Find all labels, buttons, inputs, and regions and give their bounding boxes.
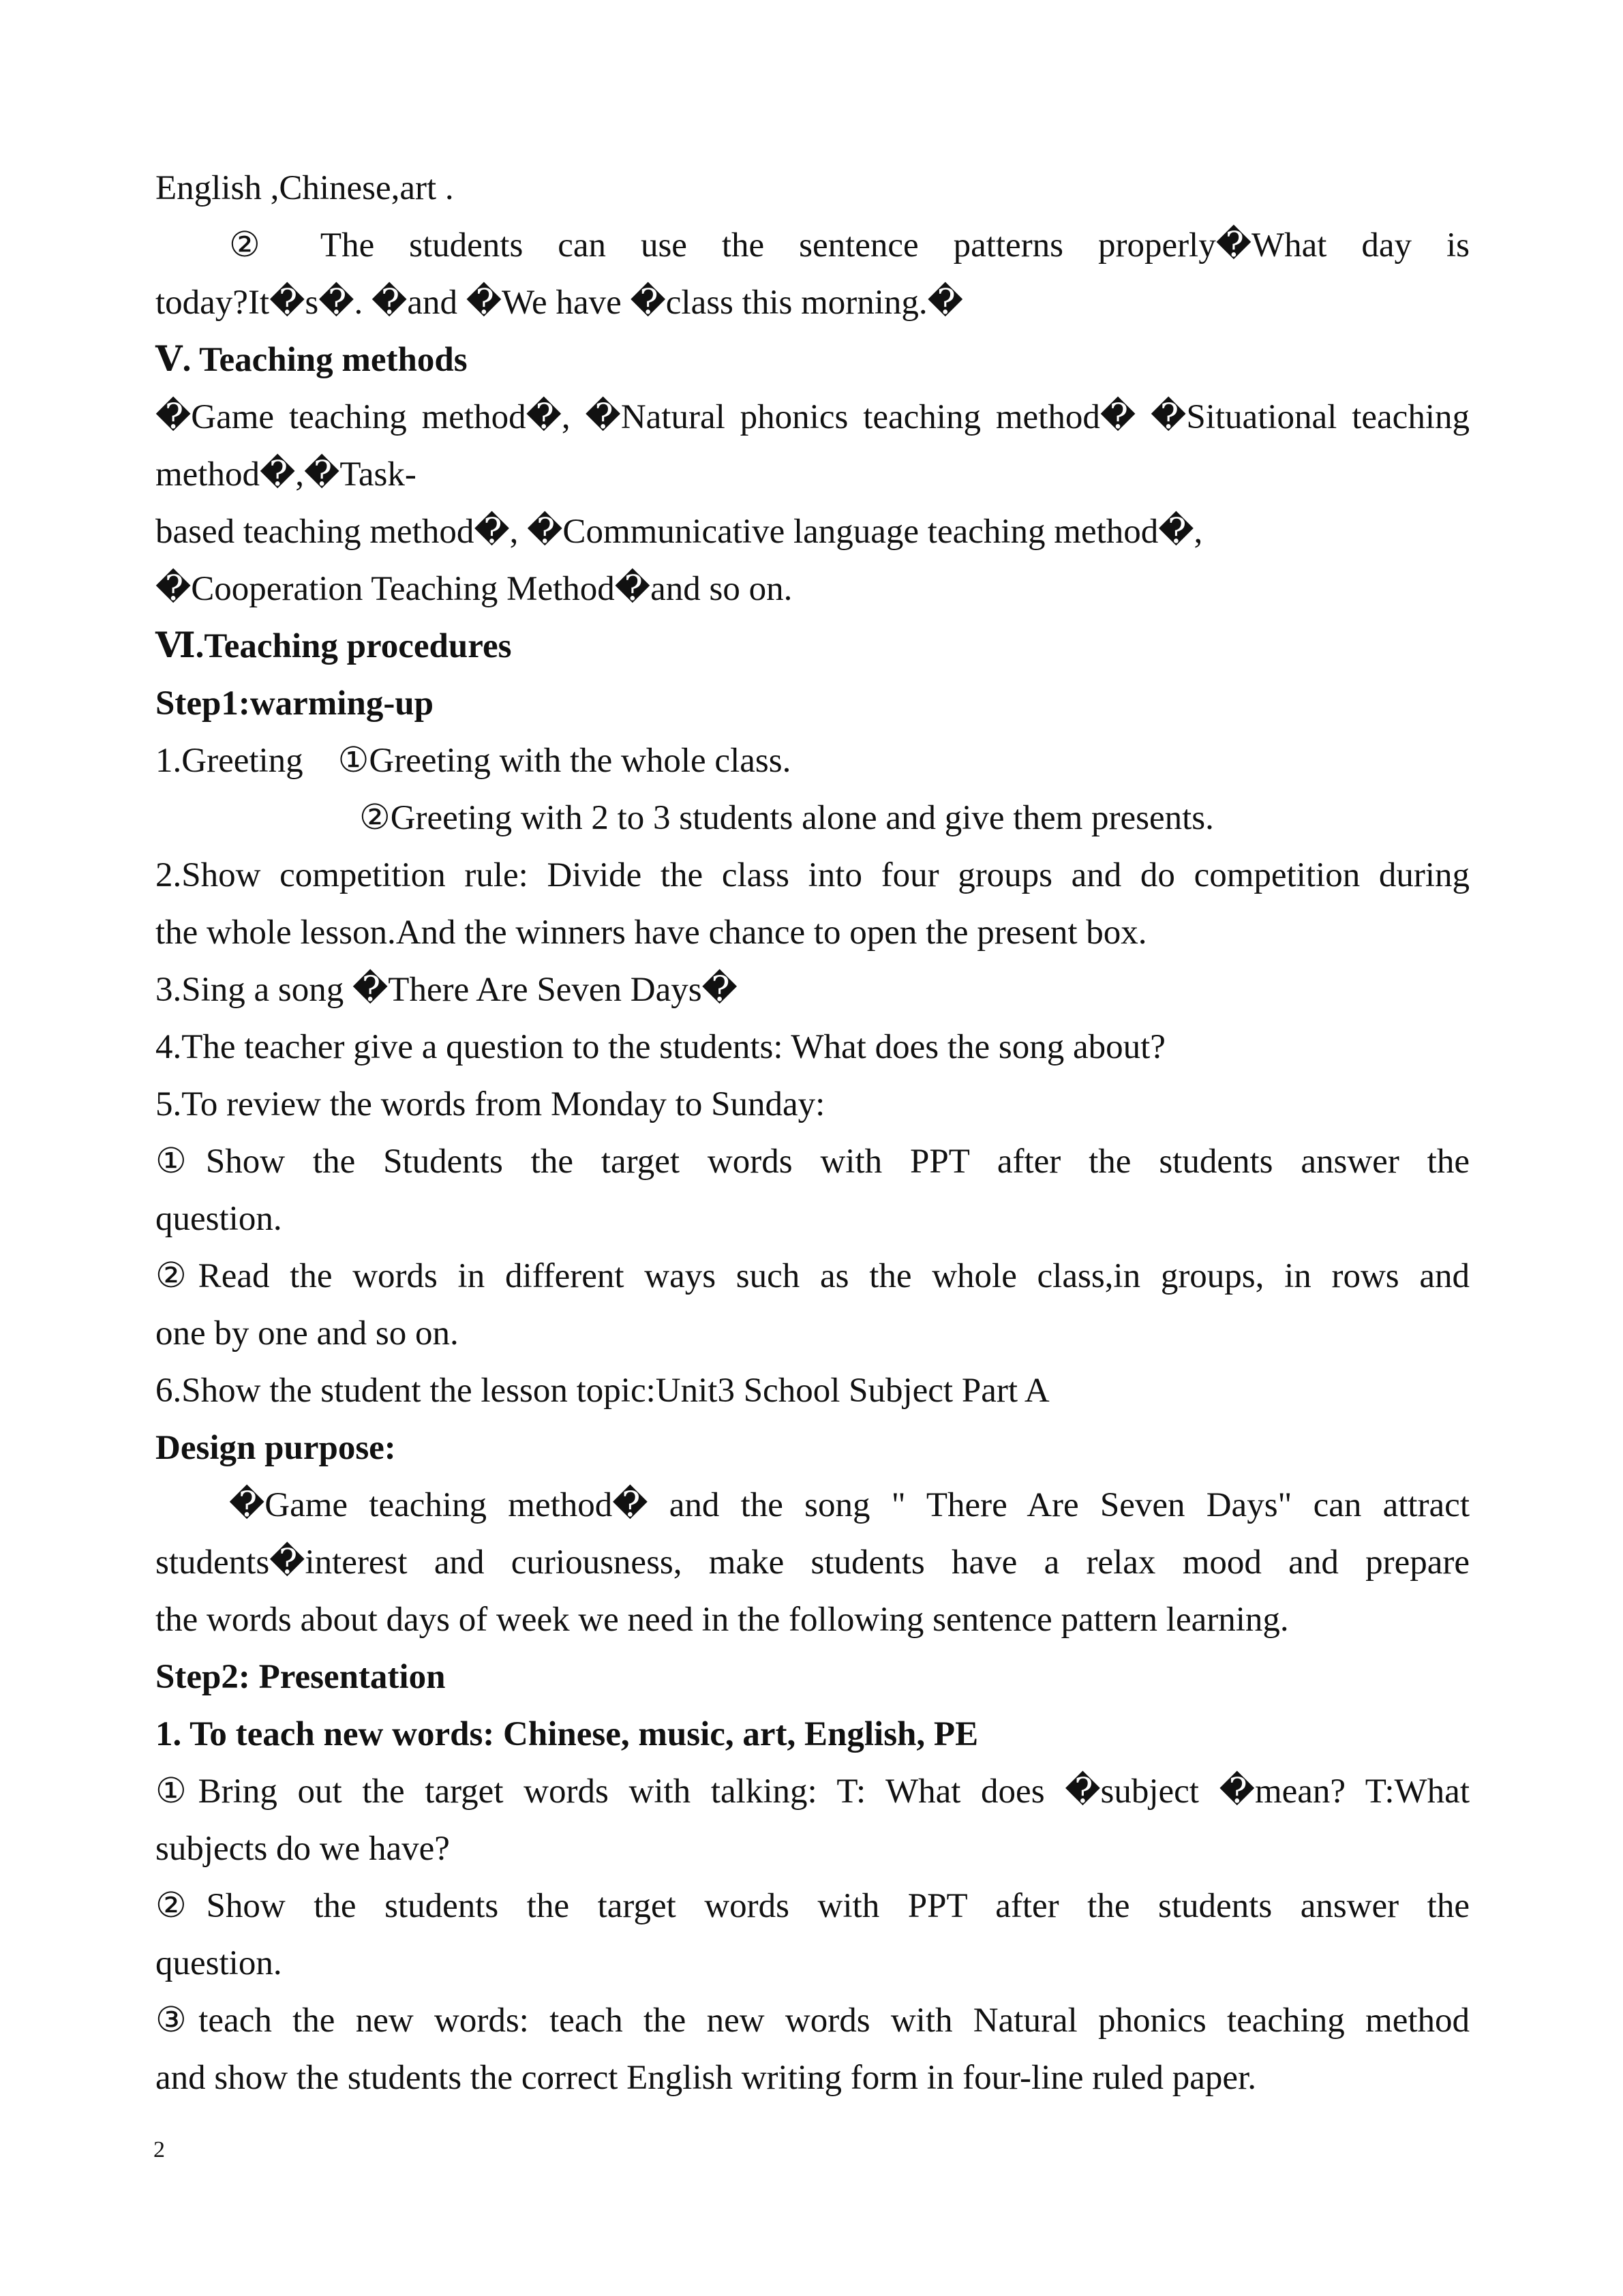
text-line: 2.Show competition rule: Divide the class into four groups and do competition during — [155, 856, 1470, 894]
text-line: question. — [155, 1944, 282, 1982]
text-line: question. — [155, 1200, 282, 1238]
text-line: the words about days of week we need in the following sentence pattern learning. — [155, 1601, 1289, 1639]
text-line: 1.Greeting ①Greeting with the whole class. — [155, 742, 791, 780]
page-number: 2 — [153, 2137, 165, 2162]
subheading-new-words: 1. To teach new words: Chinese, music, art, English, PE — [155, 1715, 979, 1753]
text-line: ①Show the Students the target words with PPT after the students answer the — [155, 1143, 1470, 1181]
text-line: ② The students can use the sentence patterns properly�What day is — [229, 226, 1470, 265]
text-line: �Cooperation Teaching Method�and so on. — [155, 570, 793, 608]
text-line: the whole lesson.And the winners have chance to open the present box. — [155, 913, 1147, 952]
design-purpose-heading: Design purpose: — [155, 1429, 396, 1467]
step-heading-warming-up: Step1:warming-up — [155, 684, 434, 723]
step-heading-presentation: Step2: Presentation — [155, 1658, 446, 1696]
text-line: 4.The teacher give a question to the students: What does the song about? — [155, 1028, 1166, 1066]
text-line: �Game teaching method�, �Natural phonics teaching method� �Situational teaching — [155, 398, 1470, 436]
text-line: ②Show the students the target words with PPT after the students answer the — [155, 1887, 1470, 1925]
text-line: one by one and so on. — [155, 1314, 459, 1353]
text-line: based teaching method�, �Communicative language teaching method�, — [155, 513, 1203, 551]
text-line: subjects do we have? — [155, 1830, 450, 1868]
text-line: English ,Chinese,art . — [155, 169, 454, 207]
text-line: today?It�s�. �and �We have �class this morning.� — [155, 284, 963, 322]
text-line: students�interest and curiousness, make students have a relax mood and prepare — [155, 1543, 1470, 1582]
text-line: method�,�Task- — [155, 455, 416, 494]
page-body — [155, 160, 1470, 2106]
text-line: �Game teaching method� and the song " There Are Seven Days" can attract — [229, 1486, 1470, 1524]
text-line: 6.Show the student the lesson topic:Unit3 School Subject Part A — [155, 1372, 1050, 1410]
text-line: ②Read the words in different ways such as the whole class,in groups, in rows and — [155, 1257, 1470, 1295]
section-heading-teaching-methods: Ⅴ. Teaching methods — [155, 341, 468, 379]
text-line: ②Greeting with 2 to 3 students alone and give them presents. — [359, 799, 1214, 837]
section-heading-teaching-procedures: Ⅵ.Teaching procedures — [155, 627, 512, 665]
text-line: ③teach the new words: teach the new words with Natural phonics teaching method — [155, 2002, 1470, 2040]
text-line: and show the students the correct English writing form in four-line ruled paper. — [155, 2059, 1256, 2097]
text-line: 3.Sing a song �There Are Seven Days� — [155, 971, 738, 1009]
text-line: ①Bring out the target words with talking: T: What does �subject �mean? T:What — [155, 1772, 1470, 1811]
text-line: 5.To review the words from Monday to Sunday: — [155, 1085, 825, 1123]
